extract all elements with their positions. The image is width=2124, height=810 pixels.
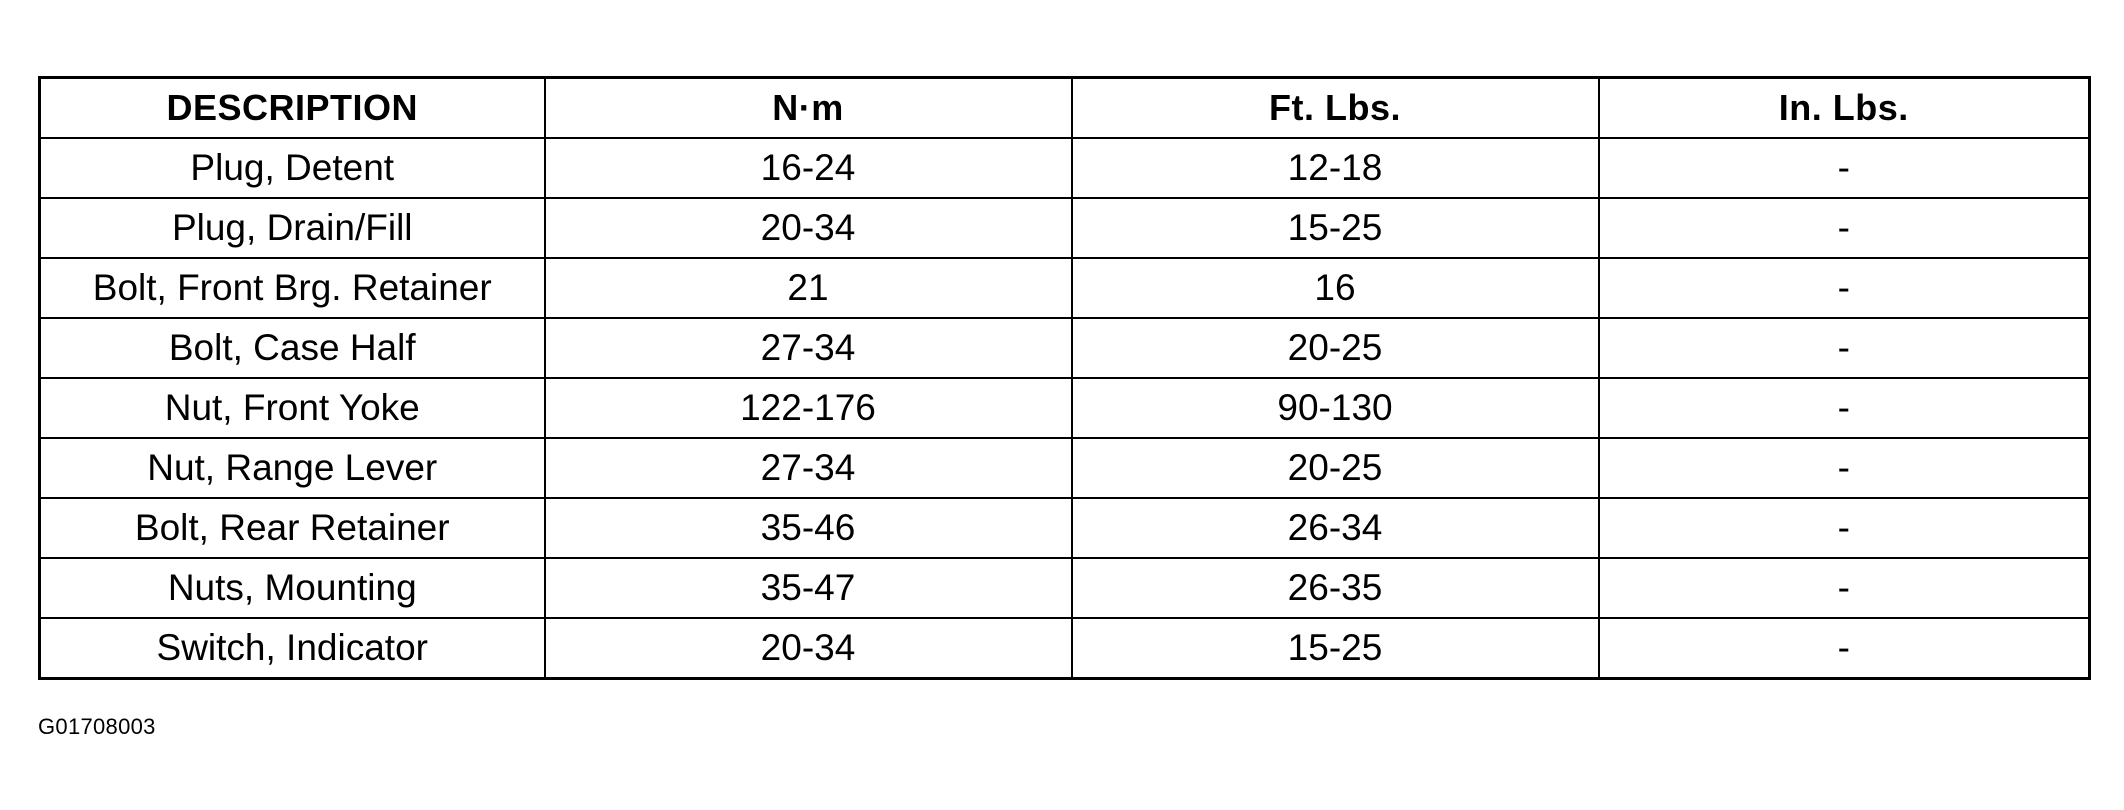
cell-foot-pounds: 90-130 [1072, 378, 1599, 438]
table-row [40, 618, 2090, 679]
header-inch-pounds: In. Lbs. [1599, 78, 2090, 139]
cell-newton-meters: 27-34 [545, 438, 1072, 498]
cell-description: Nut, Range Lever [40, 438, 545, 498]
table-row [40, 318, 2090, 378]
cell-description: Bolt, Rear Retainer [40, 498, 545, 558]
table-row [40, 378, 2090, 438]
cell-foot-pounds: 20-25 [1072, 318, 1599, 378]
cell-inch-pounds: - [1599, 318, 2090, 378]
cell-foot-pounds: 12-18 [1072, 138, 1599, 198]
cell-inch-pounds: - [1599, 258, 2090, 318]
cell-newton-meters: 16-24 [545, 138, 1072, 198]
cell-description: Bolt, Front Brg. Retainer [40, 258, 545, 318]
table-row [40, 438, 2090, 498]
header-description: DESCRIPTION [40, 78, 545, 139]
cell-inch-pounds: - [1599, 498, 2090, 558]
cell-inch-pounds: - [1599, 138, 2090, 198]
header-foot-pounds: Ft. Lbs. [1072, 78, 1599, 139]
cell-newton-meters: 27-34 [545, 318, 1072, 378]
header-newton-meters: N·m [545, 78, 1072, 139]
cell-newton-meters: 35-46 [545, 498, 1072, 558]
cell-newton-meters: 122-176 [545, 378, 1072, 438]
cell-description: Plug, Detent [40, 138, 545, 198]
cell-description: Switch, Indicator [40, 618, 545, 679]
cell-inch-pounds: - [1599, 378, 2090, 438]
cell-description: Bolt, Case Half [40, 318, 545, 378]
cell-description: Nut, Front Yoke [40, 378, 545, 438]
table-row [40, 258, 2090, 318]
torque-spec-table [38, 76, 2091, 680]
table-header-row [40, 78, 2090, 139]
table-row [40, 498, 2090, 558]
cell-foot-pounds: 26-35 [1072, 558, 1599, 618]
cell-newton-meters: 20-34 [545, 618, 1072, 679]
figure-id: G01708003 [38, 714, 156, 739]
cell-foot-pounds: 26-34 [1072, 498, 1599, 558]
cell-newton-meters: 20-34 [545, 198, 1072, 258]
cell-inch-pounds: - [1599, 618, 2090, 679]
cell-inch-pounds: - [1599, 558, 2090, 618]
table-row [40, 558, 2090, 618]
cell-foot-pounds: 20-25 [1072, 438, 1599, 498]
cell-newton-meters: 35-47 [545, 558, 1072, 618]
cell-newton-meters: 21 [545, 258, 1072, 318]
cell-inch-pounds: - [1599, 198, 2090, 258]
cell-foot-pounds: 15-25 [1072, 618, 1599, 679]
cell-description: Nuts, Mounting [40, 558, 545, 618]
cell-foot-pounds: 16 [1072, 258, 1599, 318]
cell-description: Plug, Drain/Fill [40, 198, 545, 258]
cell-foot-pounds: 15-25 [1072, 198, 1599, 258]
cell-inch-pounds: - [1599, 438, 2090, 498]
table-row [40, 138, 2090, 198]
table-row [40, 198, 2090, 258]
